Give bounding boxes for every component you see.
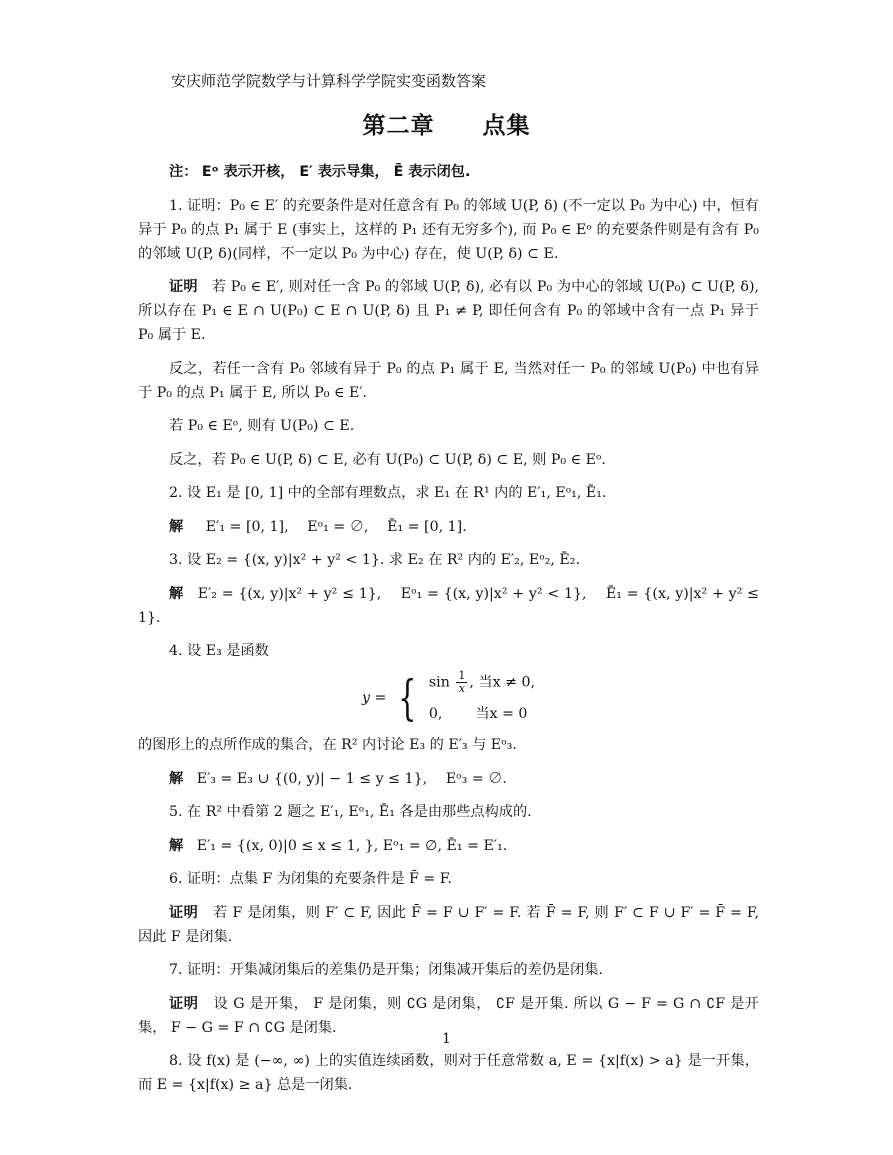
proof-1-interior: 若 P₀ ∈ Eᵒ, 则有 U(P₀) ⊂ E. xyxy=(169,418,355,434)
note-label: 注： xyxy=(169,164,198,180)
problem-2: 2. 设 E₁ 是 [0, 1] 中的全部有理数点，求 E₁ 在 R¹ 内的 E′₁, Eᵒ₁, Ē₁. xyxy=(169,485,607,501)
proof-label: 证明 xyxy=(169,279,198,295)
proof-text: 设 G 是开集， F 是闭集，则 ∁G 是闭集， ∁F 是开集. 所以 G − F = G ∩ ∁F 是开集， F − G = F ∩ ∁G 是闭集. xyxy=(138,995,759,1036)
proof-label: 证明 xyxy=(169,995,199,1012)
content-body xyxy=(138,160,759,1107)
piecewise-cases xyxy=(429,670,535,726)
fraction: $\frac{1}{x}$ xyxy=(458,669,466,695)
answer-3 xyxy=(138,582,759,630)
problem-5: 5. 在 R² 中看第 2 题之 E′₁, Eᵒ₁, Ē₁ 各是由那些点构成的. xyxy=(169,804,532,820)
problem-3: 3. 设 E₂ = {(x, y)|x² + y² < 1}. 求 E₂ 在 R² 内的 E′₂, Eᵒ₂, Ē₂. xyxy=(169,552,580,568)
answer-text: E′₃ = E₃ ∪ {(0, y)| − 1 ≤ y ≤ 1}, Eᵒ₃ = ∅. xyxy=(196,770,507,787)
notation-note xyxy=(138,160,759,184)
problem-6: 6. 证明：点集 F 为闭集的充要条件是 F̄ = F. xyxy=(169,871,452,887)
answer-label: 解 xyxy=(169,518,184,535)
piecewise-lhs: y = xyxy=(361,690,387,706)
answer-2 xyxy=(138,515,759,539)
answer-text: E′₁ = {(x, 0)|0 ≤ x ≤ 1, }, Eᵒ₁ = ∅, Ē₁ = E′₁. xyxy=(196,837,508,854)
chapter-title: 第二章 点集 xyxy=(362,113,531,139)
answer-text: E′₂ = {(x, y)|x² + y² ≤ 1}, Eᵒ₁ = {(x, y)|x² + y² < 1}, Ē₁ = {(x, y)|x² + y² ≤ 1}. xyxy=(138,585,759,626)
problem-4-cont: 的图形上的点所作成的集合，在 R² 内讨论 E₃ 的 E′₃ 与 Eᵒ₃. xyxy=(138,737,517,753)
problem-4: 4. 设 E₃ 是函数 xyxy=(169,643,269,659)
answer-5 xyxy=(138,834,759,858)
answer-label: 解 xyxy=(169,770,184,787)
proof-1-converse-derived: 反之，若任一含有 P₀ 邻域有异于 P₀ 的点 P₁ 属于 E, 当然对任一 P₀ 的邻域 U(P₀) 中也有异于 P₀ 的点 P₁ 属于 E, 所以 P₀ ∈ E′. xyxy=(138,360,759,401)
answer-label: 解 xyxy=(169,837,184,854)
case-nonzero: sin $\frac{1}{x}$ , 当x ≠ 0, xyxy=(428,669,536,695)
proof-text: 若 F 是闭集，则 F′ ⊂ F, 因此 F̄ = F ∪ F′ = F. 若 F̄ = F, 则 F′ ⊂ F ∪ F′ = F̄ = F, 因此 F 是闭集. xyxy=(138,904,759,945)
proof-6 xyxy=(138,901,759,949)
note-text: Eᵒ 表示开核， E′ 表示导集， Ē 表示闭包. xyxy=(201,164,471,180)
answer-label: 解 xyxy=(169,585,184,602)
problem-7: 7. 证明：开集减闭集后的差集仍是开集；闭集减开集后的差仍是闭集. xyxy=(169,962,603,978)
running-header: 安庆师范学院数学与计算科学学院实变函数答案 xyxy=(171,72,487,90)
answer-text: E′₁ = [0, 1], Eᵒ₁ = ∅, Ē₁ = [0, 1]. xyxy=(205,518,467,535)
case-zero: 0, 当x = 0 xyxy=(428,706,528,722)
piecewise-function xyxy=(138,669,759,727)
left-brace-icon: { xyxy=(398,670,417,726)
problem-8: 8. 设 f(x) 是 (−∞, ∞) 上的实值连续函数，则对于任意常数 a, E = {x|f(x) > a} 是一开集，而 E = {x|f(x) ≥ a} 总是一闭集. xyxy=(138,1053,759,1093)
proof-1 xyxy=(138,275,759,347)
proof-text: 若 P₀ ∈ E′, 则对任一含 P₀ 的邻域 U(P, δ), 必有以 P₀ 为中心的邻域 U(P₀) ⊂ U(P, δ), 所以存在 P₁ ∈ E ∩ U(P₀) ⊂ E ∩ U(P, δ) 且 P₁ ≠ P, 即任何含有 P₀ 的邻域中含有一点 P₁ 异于 P₀ 属于 E. xyxy=(138,279,759,343)
page-number: 1 xyxy=(442,1031,451,1047)
answer-4 xyxy=(138,767,759,791)
proof-label: 证明 xyxy=(169,904,199,921)
problem-1: 1. 证明：P₀ ∈ E′ 的充要条件是对任意含有 P₀ 的邻域 U(P, δ) (不一定以 P₀ 为中心) 中，恒有异于 P₀ 的点 P₁ 属于 E (事实上，这样的 P₁ 还有无穷多个), 而 P₀ ∈ Eᵒ 的充要条件则是有含有 P₀ 的邻域 U(P, δ)(同样，不一定以 P₀ 为中心) 存在，使 U(P, δ) ⊂ E. xyxy=(138,197,759,262)
proof-1-converse-interior: 反之，若 P₀ ∈ U(P, δ) ⊂ E, 必有 U(P₀) ⊂ U(P, δ) ⊂ E, 则 P₀ ∈ Eᵒ. xyxy=(169,451,606,468)
